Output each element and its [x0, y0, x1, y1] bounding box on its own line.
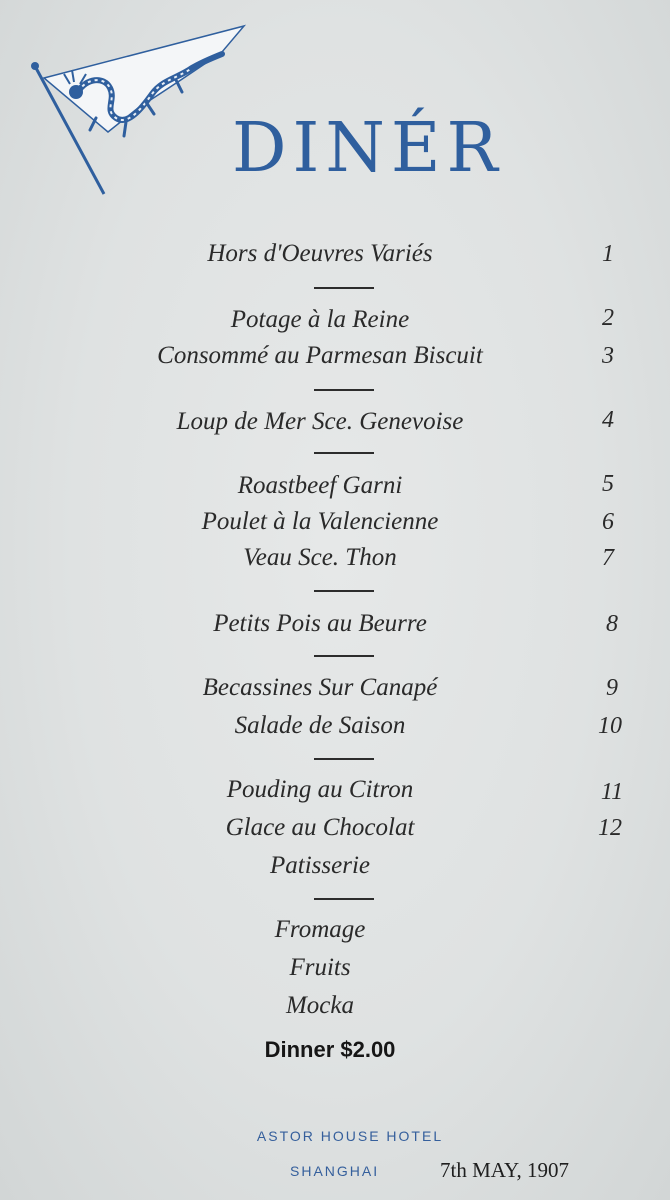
course-divider	[314, 389, 374, 391]
menu-item-number: 11	[600, 779, 624, 805]
menu-item-number: 10	[598, 713, 622, 739]
course-divider	[314, 898, 374, 900]
menu-item-name: Consommé au Parmesan Biscuit	[157, 342, 483, 369]
menu-item-name: Loup de Mer Sce. Genevoise	[176, 408, 464, 435]
dragon-pennant-flag-icon	[26, 22, 256, 202]
menu-item-name: Becassines Sur Canapé	[202, 674, 438, 701]
course-divider	[314, 452, 374, 454]
menu-item-number: 1	[602, 241, 614, 267]
dinner-price: Dinner $2.00	[264, 1037, 396, 1062]
menu-item-number: 6	[602, 509, 614, 535]
menu-title: DINÉR	[232, 109, 504, 188]
course-divider	[314, 590, 374, 592]
course-divider	[314, 655, 374, 657]
menu-item-name: Pouding au Citron	[226, 776, 414, 803]
menu-item-name: Petits Pois au Beurre	[213, 610, 427, 637]
menu-item-number: 4	[602, 407, 614, 433]
menu-item-name: Patisserie	[270, 852, 370, 879]
menu-item-name: Potage à la Reine	[230, 306, 410, 333]
menu-item-number: 3	[602, 343, 614, 369]
menu-item-name: Glace au Chocolat	[225, 814, 415, 841]
menu-item-name: Hors d'Oeuvres Variés	[207, 240, 433, 267]
course-divider	[314, 758, 374, 760]
hotel-name: ASTOR HOUSE HOTEL	[256, 1128, 444, 1144]
menu-date: 7th MAY, 1907	[440, 1158, 569, 1182]
menu-item-name: Fruits	[289, 954, 351, 981]
menu-item-name: Veau Sce. Thon	[243, 544, 397, 571]
course-divider	[314, 287, 374, 289]
menu-item-number: 8	[606, 611, 618, 637]
menu-item-number: 7	[602, 545, 614, 571]
menu-item-number: 12	[598, 815, 622, 841]
menu-item-name: Fromage	[274, 916, 366, 943]
hotel-city: SHANGHAI	[290, 1163, 380, 1179]
menu-item-number: 5	[602, 471, 614, 497]
menu-item-name: Poulet à la Valencienne	[201, 508, 439, 535]
menu-item-name: Salade de Saison	[234, 712, 406, 739]
menu-item-number: 9	[606, 675, 618, 701]
menu-item-name: Roastbeef Garni	[237, 472, 403, 499]
menu-item-number: 2	[602, 305, 614, 331]
menu-item-name: Mocka	[285, 992, 355, 1019]
